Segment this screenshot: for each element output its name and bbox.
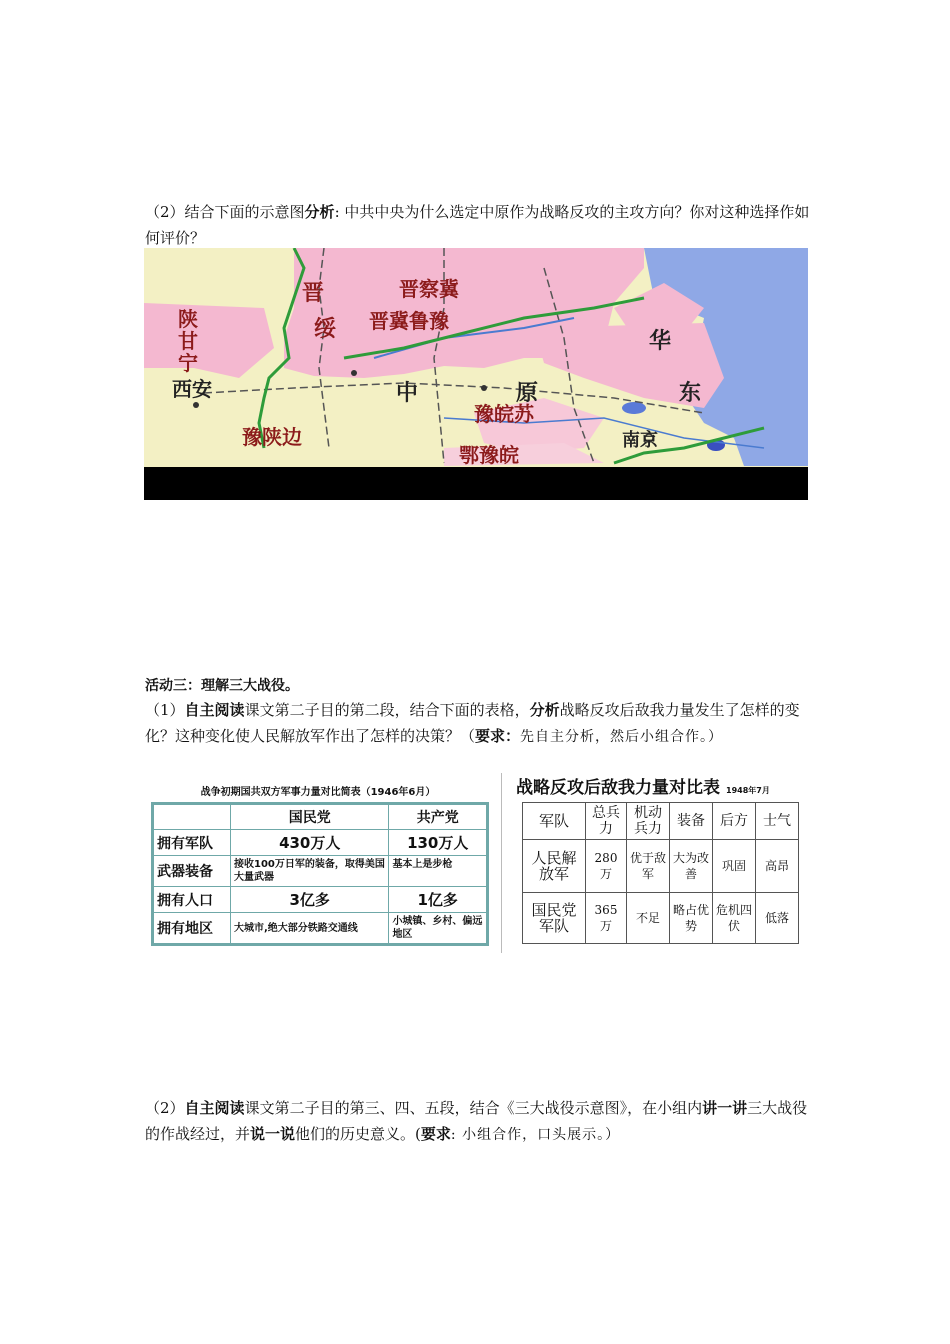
question-2-text: : 中共中央为什么选定中原作为战略反攻的主攻方向？你对这种选择作如何评价？ bbox=[145, 203, 810, 247]
question-2 bbox=[145, 199, 810, 251]
table-1946-title: 战争初期国共双方军事力量对比简表（1946年6月） bbox=[200, 787, 436, 798]
map-svg bbox=[144, 248, 808, 500]
map-label-xian: 西安 bbox=[172, 377, 212, 401]
table-cell: 人民解放军 bbox=[523, 840, 586, 893]
map-label-gan: 甘 bbox=[178, 329, 198, 353]
map-bottom-bar bbox=[144, 467, 808, 500]
map-label-yuan: 原 bbox=[516, 381, 539, 406]
q2-prefix: （2） bbox=[145, 1099, 185, 1117]
table-cell: 低落 bbox=[756, 893, 799, 944]
table-cell: 接收100万日军的装备，取得美国大量武器 bbox=[231, 856, 389, 887]
central-plains-map bbox=[144, 248, 808, 500]
table-cell: 国民党军队 bbox=[523, 893, 586, 944]
table-cell: 130万人 bbox=[389, 830, 488, 856]
table-1948-year: 1948年7月 bbox=[726, 786, 770, 795]
table-header-row bbox=[153, 804, 488, 830]
question-2-prefix: （2）结合下面的示意图 bbox=[145, 203, 305, 221]
table-row bbox=[523, 893, 799, 944]
map-city-dot bbox=[193, 402, 199, 408]
table-cell: 拥有人口 bbox=[153, 887, 231, 913]
table-cell: 3亿多 bbox=[231, 887, 389, 913]
table-1948-title bbox=[516, 773, 810, 798]
table-1948-title-text: 战略反攻后敌我力量对比表 bbox=[516, 778, 720, 798]
table-cell: 武器装备 bbox=[153, 856, 231, 887]
table-cell: 优于敌军 bbox=[627, 840, 670, 893]
table-header-cell: 共产党 bbox=[389, 804, 488, 830]
table-header-cell: 国民党 bbox=[231, 804, 389, 830]
q2-text-3: 他们的历史意义。( bbox=[295, 1125, 421, 1143]
q1-keyword-read: 自主阅读 bbox=[184, 701, 245, 719]
table-cell: 430万人 bbox=[231, 830, 389, 856]
table-header-cell: 总兵力 bbox=[586, 803, 627, 840]
question-2-keyword: 分析 bbox=[304, 203, 335, 221]
table-cell: 拥有军队 bbox=[153, 830, 231, 856]
map-label-eyuwan: 鄂豫皖 bbox=[459, 443, 519, 467]
q2-keyword-read: 自主阅读 bbox=[184, 1099, 245, 1117]
table-cell: 基本上是步枪 bbox=[389, 856, 488, 887]
q1-requirement-text: 先自主分析，然后小组合作。） bbox=[520, 729, 724, 745]
table-cell: 小城镇、乡村、偏远地区 bbox=[389, 913, 488, 945]
table-cell: 365万 bbox=[586, 893, 627, 944]
activity-3-question-2 bbox=[145, 1095, 810, 1148]
q2-requirement-label: 要求 bbox=[420, 1125, 451, 1143]
table-cell: 高昂 bbox=[756, 840, 799, 893]
table-cell: 略占优势 bbox=[670, 893, 713, 944]
table-row bbox=[523, 840, 799, 893]
activity-3-question-1 bbox=[145, 697, 810, 750]
map-label-ning: 宁 bbox=[178, 351, 198, 375]
map-label-zhong: 中 bbox=[396, 381, 419, 406]
map-city-dot bbox=[351, 370, 357, 376]
table-row bbox=[153, 856, 488, 887]
table-row bbox=[153, 887, 488, 913]
q2-keyword-say: 说一说 bbox=[250, 1125, 296, 1143]
force-comparison-table-1946 bbox=[145, 773, 491, 940]
table-header-cell: 机动兵力 bbox=[627, 803, 670, 840]
map-label-shan: 陕 bbox=[178, 307, 198, 331]
activity-3-heading: 活动三：理解三大战役。 bbox=[145, 678, 299, 694]
map-label-sui: 绥 bbox=[314, 317, 337, 342]
q1-prefix: （1） bbox=[145, 701, 185, 719]
table-cell: 不足 bbox=[627, 893, 670, 944]
q1-keyword-analyze: 分析 bbox=[529, 701, 560, 719]
table-cell: 大城市,绝大部分铁路交通线 bbox=[231, 913, 389, 945]
map-label-jinjiluyu: 晋冀鲁豫 bbox=[369, 309, 449, 333]
q2-text-2: 三大战役的作战经过，并 bbox=[145, 1099, 808, 1143]
table-cell: 危机四伏 bbox=[713, 893, 756, 944]
map-label-hua: 华 bbox=[649, 329, 672, 354]
map-label-yuwansu: 豫皖苏 bbox=[474, 402, 534, 426]
map-label-jinchaji: 晋察冀 bbox=[399, 277, 459, 301]
q2-text-1: 课文第二子目的第三、四、五段，结合《三大战役示意图》，在小组内 bbox=[244, 1099, 703, 1117]
q1-requirement-label: 要求： bbox=[475, 727, 521, 745]
table-cell: 大为改善 bbox=[670, 840, 713, 893]
table-cell: 巩固 bbox=[713, 840, 756, 893]
table-cell: 拥有地区 bbox=[153, 913, 231, 945]
table-divider bbox=[501, 773, 502, 953]
table-header-cell: 士气 bbox=[756, 803, 799, 840]
table-row bbox=[153, 913, 488, 945]
table-cell: 1亿多 bbox=[389, 887, 488, 913]
table-1946 bbox=[151, 802, 489, 946]
map-lake bbox=[622, 402, 646, 414]
q2-requirement-text: : 小组合作，口头展示。） bbox=[450, 1127, 621, 1143]
map-label-jin: 晋 bbox=[302, 281, 325, 306]
table-header-cell: 装备 bbox=[670, 803, 713, 840]
table-row bbox=[153, 830, 488, 856]
q1-text-1: 课文第二子目的第二段，结合下面的表格， bbox=[244, 701, 530, 719]
map-city-dot bbox=[481, 385, 487, 391]
force-comparison-table-1948 bbox=[512, 773, 810, 943]
q2-keyword-tell: 讲一讲 bbox=[702, 1099, 748, 1117]
table-header-row bbox=[523, 803, 799, 840]
map-label-nanjing: 南京 bbox=[622, 430, 658, 451]
table-cell: 280万 bbox=[586, 840, 627, 893]
q1-text-2: 战略反攻后敌我力量发生了怎样的变化？这种变化使人民解放军作出了怎样的决策？（ bbox=[145, 701, 800, 745]
map-label-dong: 东 bbox=[679, 381, 702, 406]
table-header-cell: 后方 bbox=[713, 803, 756, 840]
table-header-cell: 军队 bbox=[523, 803, 586, 840]
map-label-yushanbian: 豫陕边 bbox=[242, 425, 302, 449]
table-1948 bbox=[522, 802, 799, 944]
table-header-cell bbox=[153, 804, 231, 830]
